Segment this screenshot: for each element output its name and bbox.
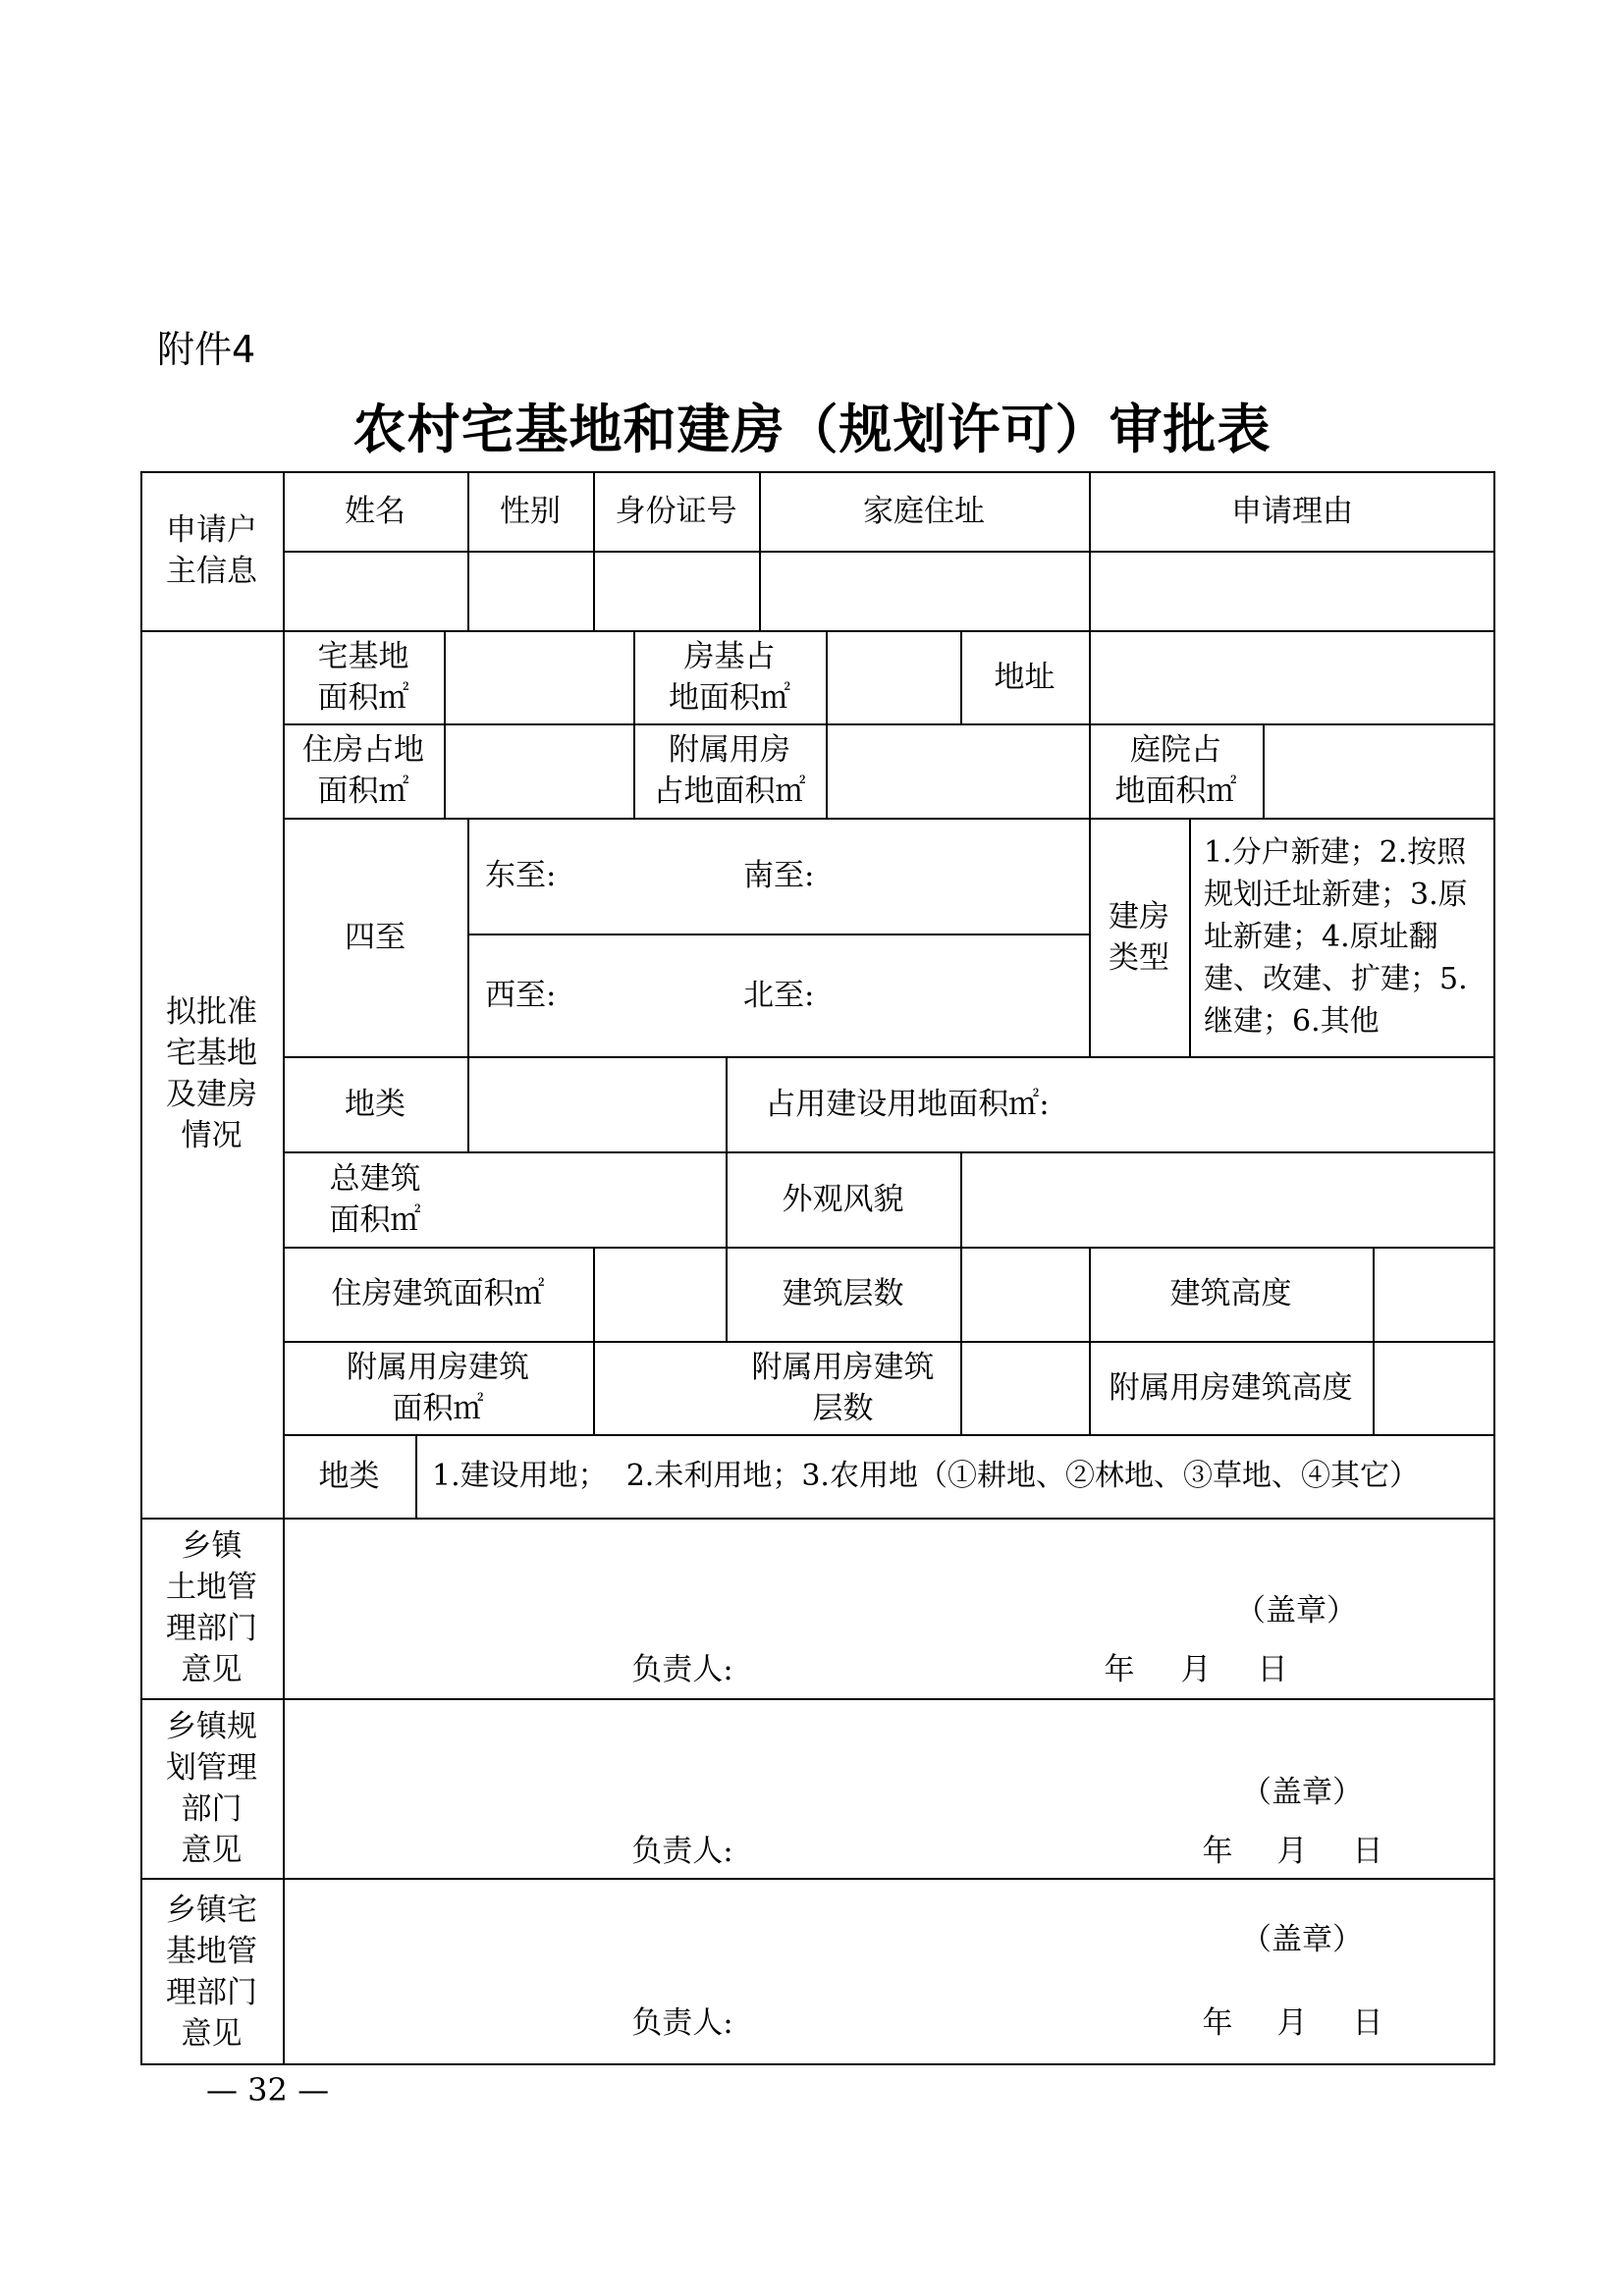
opinion-label-homestead: 乡镇宅 基地管 理部门 意见 (166, 1892, 257, 2052)
ancillary-area-label: 附属用房 占地面积㎡ (653, 732, 806, 809)
table-rule (140, 1518, 1495, 1520)
applicant-section-label: 申请户 主信息 (166, 512, 257, 589)
person-label: 负责人: (631, 1652, 733, 1687)
table-rule (960, 1151, 962, 1434)
year-label: 年 (1202, 1834, 1233, 1869)
year-label: 年 (1104, 1652, 1135, 1687)
month-label: 月 (1276, 2005, 1308, 2041)
seal-text: （盖章） (1235, 1593, 1357, 1629)
table-rule (283, 723, 1495, 725)
boundaries-label: 四至 (345, 919, 406, 955)
housing-floor-area-label: 住房建筑面积㎡ (331, 1276, 545, 1311)
day-label: 日 (1257, 1652, 1288, 1687)
build-type-label: 建房 类型 (1109, 898, 1169, 976)
table-rule (140, 1878, 1495, 1880)
ancillary-floor-area-label: 附属用房建筑 面积㎡ (347, 1349, 529, 1426)
month-label: 月 (1180, 1652, 1212, 1687)
homestead-area-label: 宅基地 面积㎡ (317, 638, 409, 716)
south-label: 南至: (743, 858, 815, 893)
housing-area-label: 住房占地 面积㎡ (302, 732, 424, 809)
address-label: 地址 (994, 659, 1056, 695)
person-label: 负责人: (631, 2005, 733, 2041)
table-rule (140, 1698, 1495, 1700)
attachment-label: 附件4 (157, 328, 256, 371)
table-rule (415, 1434, 417, 1518)
table-rule (1263, 723, 1265, 818)
day-label: 日 (1352, 1834, 1383, 1869)
construction-land-area-label: 占用建设用地面积㎡: (765, 1086, 1050, 1122)
land-class-label: 地类 (345, 1086, 406, 1122)
land-class-options: 1.建设用地； 2.未利用地；3.农用地（①耕地、②林地、③草地、④其它） (432, 1459, 1419, 1493)
page-number: — 32 — (206, 2071, 330, 2109)
yard-area-label: 庭院占 地面积㎡ (1114, 732, 1237, 809)
seal-text: （盖章） (1241, 1922, 1363, 1957)
ancillary-height-label: 附属用房建筑高度 (1109, 1369, 1353, 1406)
appearance-label: 外观风貌 (782, 1181, 904, 1217)
floors-label: 建筑层数 (782, 1276, 904, 1311)
table-rule (283, 551, 1495, 553)
month-label: 月 (1276, 1834, 1308, 1869)
north-label: 北至: (743, 977, 815, 1013)
day-label: 日 (1352, 2005, 1383, 2041)
table-rule (1189, 818, 1191, 1056)
year-label: 年 (1202, 2005, 1233, 2041)
table-rule (444, 630, 446, 818)
east-label: 东至: (485, 858, 557, 893)
table-rule (467, 818, 469, 1151)
opinion-label-land: 乡镇 土地管 理部门 意见 (166, 1528, 257, 1687)
opinion-label-planning: 乡镇规 划管理 部门 意见 (166, 1708, 257, 1868)
house-base-area-label: 房基占 地面积㎡ (669, 638, 790, 716)
build-type-options: 1.分户新建；2.按照 规划迁址新建；3.原 址新建；4.原址翻 建、改建、扩建；5. 继建；6.其他 (1204, 835, 1468, 1039)
col-name: 姓名 (345, 493, 406, 529)
col-reason: 申请理由 (1231, 493, 1353, 529)
col-gender: 性别 (500, 493, 561, 529)
west-label: 西至: (485, 977, 557, 1013)
land-class-label-2: 地类 (318, 1458, 380, 1494)
total-floor-area-label: 总建筑 面积㎡ (329, 1160, 421, 1238)
height-label: 建筑高度 (1169, 1276, 1292, 1311)
table-rule (826, 630, 828, 818)
col-id-number: 身份证号 (615, 493, 737, 529)
seal-text: （盖章） (1241, 1775, 1363, 1810)
table-rule (1373, 1247, 1375, 1434)
table-rule (1089, 630, 1091, 723)
person-label: 负责人: (631, 1834, 733, 1869)
page-title: 农村宅基地和建房（规划许可）审批表 (352, 398, 1272, 460)
ancillary-floors-label: 附属用房建筑 层数 (751, 1349, 935, 1426)
approval-section-label: 拟批准 宅基地 及建房 情况 (166, 994, 257, 1153)
table-rule (593, 1247, 595, 1434)
col-address: 家庭住址 (863, 493, 985, 529)
